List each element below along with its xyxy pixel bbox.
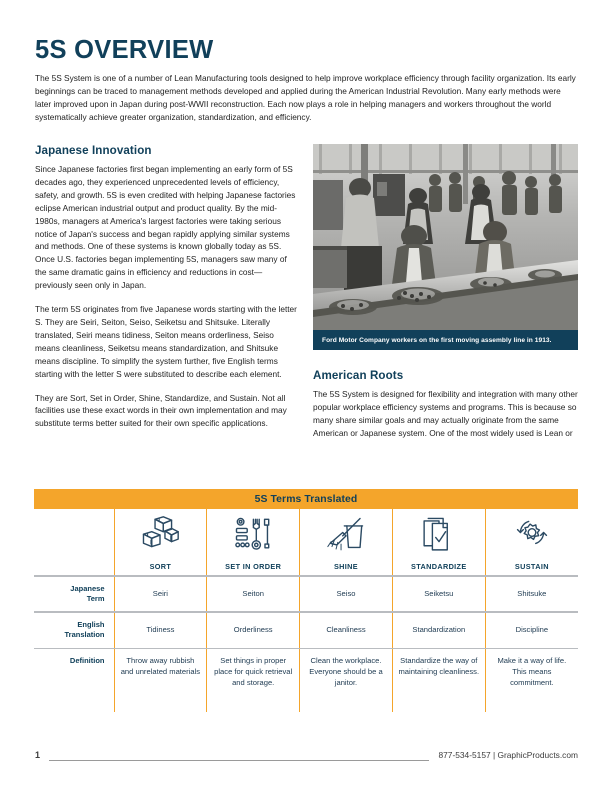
table-col-label-shine: SHINE (333, 562, 359, 571)
broom-icon (326, 516, 366, 559)
5s-terms-table (34, 489, 578, 712)
japanese-innovation-paragraph-3: They are Sort, Set in Order, Shine, Standardize, and Sustain. Not all facilities use these exact words in their own implementation and may substitute terms better suited for their own specific applications. (35, 392, 287, 429)
table-col-sustain (485, 509, 578, 575)
cell-english-set-in-order: Orderliness (207, 613, 300, 648)
photo-caption: Ford Motor Company workers on the first moving assembly line in 1913. (313, 330, 578, 350)
american-roots-heading: American Roots (313, 369, 404, 382)
cell-definition-shine: Clean the workplace. Everyone should be a janitor. (300, 649, 393, 712)
gear-cycle-icon (512, 516, 552, 559)
table-col-standardize (392, 509, 485, 575)
table-row-japanese-term (34, 577, 578, 612)
cell-japanese-sort: Seiri (114, 577, 207, 612)
cell-english-sort: Tidiness (114, 613, 207, 648)
table-title-band: 5S Terms Translated (34, 489, 578, 509)
table-col-set-in-order (207, 509, 300, 575)
terms-table-wrapper (34, 489, 578, 712)
cell-japanese-standardize: Seiketsu (392, 577, 485, 612)
table-col-label-sustain: SUSTAIN (514, 562, 549, 571)
japanese-innovation-paragraph-1: Since Japanese factories first began implementing an early form of 5S decades ago, they experienced unprecedented levels of efficiency, safety, and growth. 5S is even credited with helping Japanese factories eclipse American industrial output and product quality. By the mid-1980s, managers at America's largest factories were taking serious notice of Japan's success and began rapidly applying similar systems and methods. One of these systems is known globally today as 5S. Once U.S. factories began implementing 5S, managers saw many of the same dramatic gains in efficiency and reductions in cost—previously seen only in Japan. (35, 164, 296, 291)
photo-figure (313, 144, 578, 355)
table-col-label-standardize: STANDARDIZE (410, 562, 467, 571)
documents-check-icon (419, 516, 459, 559)
page-title: 5S OVERVIEW (35, 36, 214, 64)
footer-contact: 877-534-5157 | GraphicProducts.com (438, 750, 578, 760)
row-label-line-1: English (77, 620, 105, 629)
icon-row-spacer (34, 509, 114, 575)
american-roots-paragraph-1: The 5S System is designed for flexibility and integration with many other popular workplace efficiency systems and programs. This is because so many share similar goals and may actually originate from the same American or Japanese system. One of the most widely used is Lean or (313, 389, 578, 438)
table-col-shine (300, 509, 393, 575)
cell-english-sustain: Discipline (485, 613, 578, 648)
cell-definition-set-in-order: Set things in proper place for quick retrieval and storage. (207, 649, 300, 712)
japanese-innovation-paragraph-2: The term 5S originates from five Japanese words starting with the letter S. They are Seiri, Seiton, Seiso, Seiketsu and Shitsuke. Literally translated, Seiri means tidiness, Seiton means orderliness, Seiso means cleanliness, Seiketsu means standardization, and Shitsuke means discipline. To simplify the system further, five English terms starting with the letter S were substituted to describe each element. (35, 304, 297, 379)
cell-japanese-shine: Seiso (300, 577, 393, 612)
japanese-innovation-heading: Japanese Innovation (35, 144, 152, 157)
cell-definition-sort: Throw away rubbish and unrelated materials (114, 649, 207, 712)
row-label-japanese-term (34, 577, 114, 612)
cell-definition-sustain: Make it a way of life. This means commitment. (485, 649, 578, 712)
table-icon-header-row (34, 509, 578, 575)
left-column (35, 144, 297, 430)
right-column (313, 144, 578, 440)
cell-definition-standardize: Standardize the way of maintaining cleanliness. (392, 649, 485, 712)
footer-divider (49, 760, 429, 761)
table-row-definition (34, 649, 578, 712)
row-label-definition: Definition (69, 656, 105, 666)
page-number: 1 (35, 750, 41, 760)
intro-paragraph: The 5S System is one of a number of Lean Manufacturing tools designed to help improve workplace efficiency through facility organization. Its early beginnings can be traced to management methods developed and applied during the American Industrial Revolution. Many early methods were later improved upon in Japan during post-WWII reconstruction. Each now plays a role in helping managers and workers throughout the world systematically achieve greater organization, standardization, and efficiency. (35, 73, 576, 123)
row-label-line-1: Japanese (70, 583, 105, 593)
cell-english-standardize: Standardization (392, 613, 485, 648)
row-label-line-2: Term (86, 594, 105, 603)
table-col-label-sort: SORT (149, 562, 172, 571)
table-row-english-translation (34, 613, 578, 648)
table-col-sort (114, 509, 207, 575)
page-footer (35, 748, 578, 768)
cell-japanese-set-in-order: Seiton (207, 577, 300, 612)
cell-japanese-sustain: Shitsuke (485, 577, 578, 612)
boxes-icon (140, 516, 180, 559)
cell-english-shine: Cleanliness (300, 613, 393, 648)
tools-icon (233, 516, 273, 559)
factory-assembly-line-photo (313, 144, 578, 330)
row-label-english-translation (34, 613, 114, 648)
row-label-line-2: Translation (64, 630, 105, 640)
table-col-label-set-in-order: SET IN ORDER (225, 562, 282, 571)
